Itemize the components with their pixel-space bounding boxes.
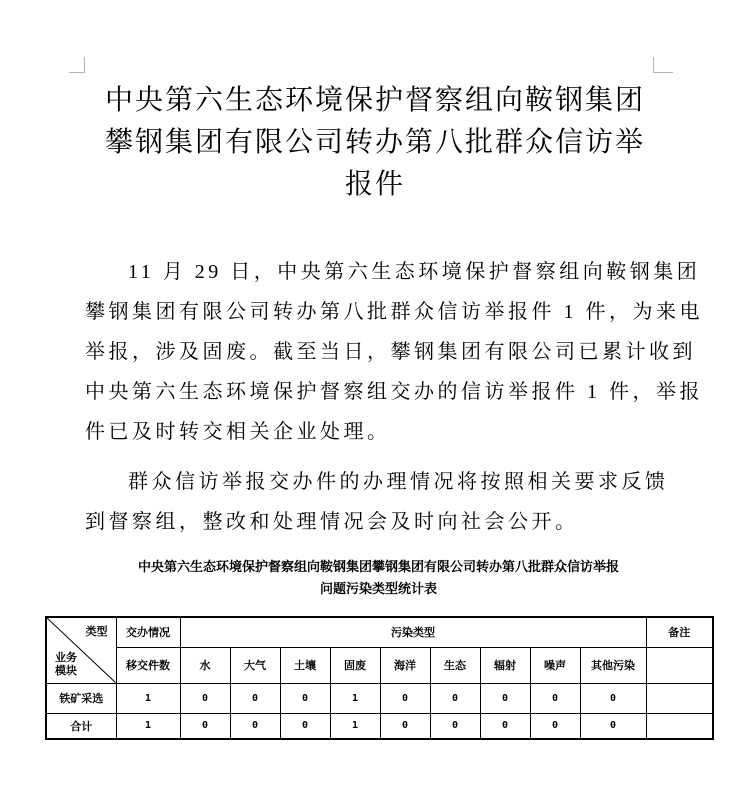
table-cell-value: 0 bbox=[480, 713, 530, 739]
paragraph-1-line-5: 件已及时转交相关企业处理。 bbox=[85, 421, 391, 443]
header-ecology: 生态 bbox=[430, 647, 480, 683]
table-cell-value: 0 bbox=[480, 683, 530, 713]
corner-label-business-module bbox=[55, 652, 77, 678]
table-cell-value: 0 bbox=[380, 683, 430, 713]
header-handover-status: 交办情况 bbox=[116, 617, 180, 647]
table-cell-note bbox=[646, 713, 713, 739]
table-caption-line-1: 中央第六生态环境保护督察组向鞍钢集团攀钢集团有限公司转办第八批群众信访举报 bbox=[137, 559, 619, 574]
title-line-2: 攀钢集团有限公司转办第八批群众信访举 bbox=[104, 127, 645, 158]
corner-label-line-2: 模块 bbox=[55, 664, 77, 677]
table-cell-value: 0 bbox=[430, 713, 480, 739]
table-cell-value: 0 bbox=[580, 713, 646, 739]
document-title bbox=[78, 80, 672, 206]
header-other-pollution: 其他污染 bbox=[580, 647, 646, 683]
corner-label-line-1: 业务 bbox=[55, 651, 77, 664]
table-cell-value: 0 bbox=[380, 713, 430, 739]
table-cell-value: 0 bbox=[180, 713, 230, 739]
header-solid-waste: 固废 bbox=[330, 647, 380, 683]
table-cell-value: 1 bbox=[330, 683, 380, 713]
table-cell-value: 0 bbox=[230, 713, 280, 739]
table-cell-value: 1 bbox=[116, 683, 180, 713]
table-cell-value: 0 bbox=[530, 683, 580, 713]
title-line-3: 报件 bbox=[344, 169, 405, 200]
table-cell-value: 1 bbox=[330, 713, 380, 739]
header-noise: 噪声 bbox=[530, 647, 580, 683]
table-cell-value: 0 bbox=[580, 683, 646, 713]
header-soil: 土壤 bbox=[280, 647, 330, 683]
table-cell-value: 0 bbox=[280, 683, 330, 713]
table-cell-value: 0 bbox=[230, 683, 280, 713]
paragraph-1-line-3: 举报，涉及固废。截至当日，攀钢集团有限公司已累计收到 bbox=[85, 341, 696, 363]
table-caption-line-2: 问题污染类型统计表 bbox=[319, 581, 437, 596]
header-remarks: 备注 bbox=[646, 617, 713, 647]
header-ocean: 海洋 bbox=[380, 647, 430, 683]
header-pollution-type: 污染类型 bbox=[180, 617, 646, 647]
paragraph-2-line-1: 群众信访举报交办件的办理情况将按照相关要求反馈 bbox=[128, 471, 669, 493]
table-cell-note bbox=[646, 683, 713, 713]
page-margin-mark-top-right bbox=[653, 57, 673, 73]
header-transfer-count: 移交件数 bbox=[116, 647, 180, 683]
title-line-1: 中央第六生态环境保护督察组向鞍钢集团 bbox=[104, 85, 645, 116]
table-cell-value: 1 bbox=[116, 713, 180, 739]
paragraph-2-line-2: 到督察组，整改和处理情况会及时向社会公开。 bbox=[85, 511, 579, 533]
table-cell-value: 0 bbox=[180, 683, 230, 713]
corner-label-type: 类型 bbox=[85, 626, 108, 638]
paragraph-1-line-4: 中央第六生态环境保护督察组交办的信访举报件 1 件，举报 bbox=[85, 381, 703, 403]
pollution-type-stats-table bbox=[45, 616, 714, 740]
paragraph-1-line-1: 11 月 29 日，中央第六生态环境保护督察组向鞍钢集团 bbox=[128, 261, 701, 283]
corner-header-cell bbox=[46, 617, 116, 683]
page-margin-mark-top-left bbox=[69, 57, 85, 73]
row-label-total: 合计 bbox=[46, 713, 116, 739]
table-cell-value: 0 bbox=[280, 713, 330, 739]
table-caption bbox=[45, 556, 712, 600]
header-radiation: 辐射 bbox=[480, 647, 530, 683]
document-body bbox=[85, 252, 703, 542]
header-water: 水 bbox=[180, 647, 230, 683]
table-cell-value: 0 bbox=[430, 683, 480, 713]
paragraph-1-line-2: 攀钢集团有限公司转办第八批群众信访举报件 1 件，为来电 bbox=[85, 301, 703, 323]
header-remarks-empty-cell bbox=[646, 647, 713, 683]
row-label-iron-ore-mining: 铁矿采选 bbox=[46, 683, 116, 713]
table-cell-value: 0 bbox=[530, 713, 580, 739]
header-air: 大气 bbox=[230, 647, 280, 683]
